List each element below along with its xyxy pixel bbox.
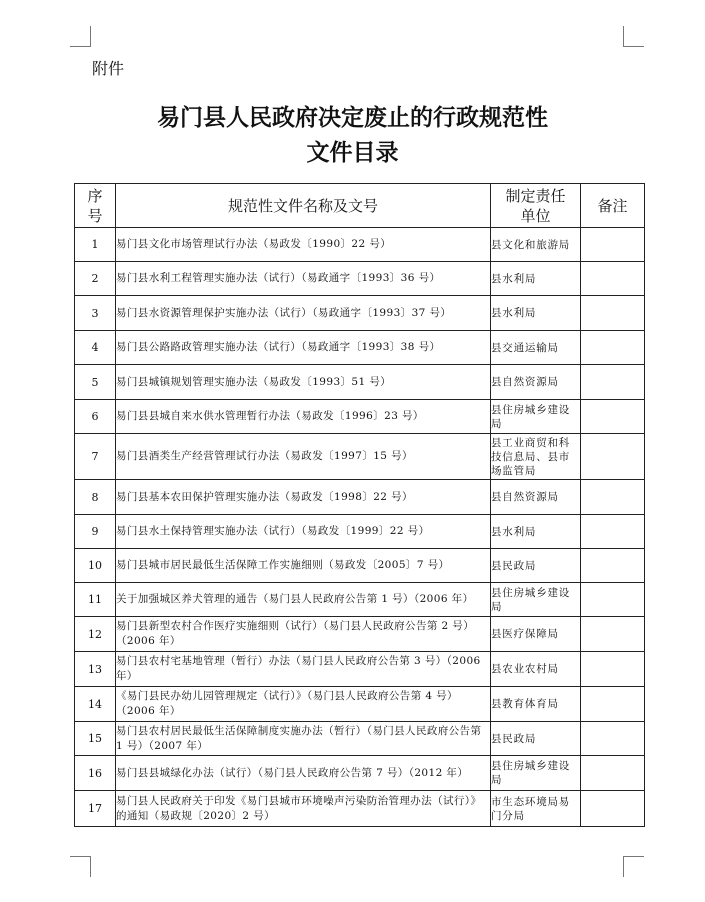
table-row [75, 434, 645, 480]
row-seq: 11 [75, 583, 116, 617]
row-note [581, 515, 645, 549]
row-unit: 县农业农村局 [491, 652, 581, 687]
row-doc-name: 易门县文化市场管理试行办法（易政发〔1990〕22 号） [116, 228, 491, 262]
header-name: 规范性文件名称及文号 [116, 184, 491, 228]
table-row [75, 228, 645, 262]
table-row [75, 296, 645, 331]
row-seq: 10 [75, 549, 116, 583]
row-seq: 13 [75, 652, 116, 687]
document-title-line2: 文件目录 [306, 139, 399, 166]
row-unit: 市生态环境局易门分局 [491, 791, 581, 827]
table-row [75, 262, 645, 296]
crop-mark-top-left [70, 26, 91, 47]
row-note [581, 722, 645, 756]
row-seq: 15 [75, 722, 116, 756]
row-unit: 县民政局 [491, 722, 581, 756]
row-note [581, 365, 645, 400]
document-table [74, 183, 645, 827]
header-seq: 序 号 [75, 184, 116, 228]
row-unit: 县交通运输局 [491, 331, 581, 365]
row-note [581, 262, 645, 296]
row-note [581, 434, 645, 480]
crop-mark-bottom-left [70, 856, 91, 877]
row-seq: 14 [75, 687, 116, 722]
row-doc-name: 易门县县城自来水供水管理暂行办法（易政发〔1996〕23 号） [116, 400, 491, 434]
row-note [581, 583, 645, 617]
row-unit: 县住房城乡建设局 [491, 583, 581, 617]
header-note: 备注 [581, 184, 645, 228]
table-row [75, 652, 645, 687]
row-unit: 县自然资源局 [491, 365, 581, 400]
row-note [581, 791, 645, 827]
row-doc-name: 关于加强城区养犬管理的通告（易门县人民政府公告第 1 号）（2006 年） [116, 583, 491, 617]
row-note [581, 687, 645, 722]
row-doc-name: 易门县基本农田保护管理实施办法（易政发〔1998〕22 号） [116, 480, 491, 515]
row-unit: 县自然资源局 [491, 480, 581, 515]
row-unit: 县水利局 [491, 296, 581, 331]
row-seq: 1 [75, 228, 116, 262]
row-doc-name: 易门县城市居民最低生活保障工作实施细则（易政发〔2005〕7 号） [116, 549, 491, 583]
row-doc-name: 易门县县城绿化办法（试行）（易门县人民政府公告第 7 号）（2012 年） [116, 756, 491, 791]
row-seq: 4 [75, 331, 116, 365]
row-unit: 县教育体育局 [491, 687, 581, 722]
row-doc-name: 易门县公路路政管理实施办法（试行）（易政通字〔1993〕38 号） [116, 331, 491, 365]
row-note [581, 400, 645, 434]
row-note [581, 549, 645, 583]
row-doc-name: 易门县新型农村合作医疗实施细则（试行）（易门县人民政府公告第 2 号）（2006 年） [116, 617, 491, 652]
row-note [581, 652, 645, 687]
row-doc-name: 易门县人民政府关于印发《易门县城市环境噪声污染防治管理办法（试行）》的通知（易政规〔2020〕2 号） [116, 791, 491, 827]
table-row [75, 617, 645, 652]
attachment-label: 附件 [92, 59, 125, 78]
row-unit: 县住房城乡建设局 [491, 756, 581, 791]
row-seq: 2 [75, 262, 116, 296]
table-row [75, 549, 645, 583]
row-seq: 7 [75, 434, 116, 480]
row-unit: 县水利局 [491, 262, 581, 296]
row-unit: 县医疗保障局 [491, 617, 581, 652]
table-row [75, 583, 645, 617]
row-unit: 县民政局 [491, 549, 581, 583]
table-row [75, 480, 645, 515]
row-doc-name: 易门县水利工程管理实施办法（试行）（易政通字〔1993〕36 号） [116, 262, 491, 296]
row-seq: 17 [75, 791, 116, 827]
row-unit: 县文化和旅游局 [491, 228, 581, 262]
row-doc-name: 易门县农村居民最低生活保障制度实施办法（暂行）（易门县人民政府公告第 1 号）（2007 年） [116, 722, 491, 756]
document-title-line1: 易门县人民政府决定废止的行政规范性 [157, 104, 548, 131]
row-seq: 9 [75, 515, 116, 549]
row-unit: 县住房城乡建设局 [491, 400, 581, 434]
row-doc-name: 《易门县民办幼儿园管理规定（试行）》（易门县人民政府公告第 4 号）（2006 年） [116, 687, 491, 722]
crop-mark-bottom-right [623, 856, 644, 877]
row-note [581, 228, 645, 262]
row-seq: 8 [75, 480, 116, 515]
row-seq: 3 [75, 296, 116, 331]
row-note [581, 617, 645, 652]
row-seq: 6 [75, 400, 116, 434]
table-row [75, 791, 645, 827]
row-doc-name: 易门县水土保持管理实施办法（试行）（易政发〔1999〕22 号） [116, 515, 491, 549]
header-unit: 制定责任 单位 [491, 184, 581, 228]
row-note [581, 756, 645, 791]
crop-mark-top-right [623, 26, 644, 47]
row-note [581, 331, 645, 365]
table-row [75, 365, 645, 400]
row-doc-name: 易门县农村宅基地管理（暂行）办法（易门县人民政府公告第 3 号）（2006 年） [116, 652, 491, 687]
table-row [75, 515, 645, 549]
row-note [581, 480, 645, 515]
row-note [581, 296, 645, 331]
row-doc-name: 易门县酒类生产经营管理试行办法（易政发〔1997〕15 号） [116, 434, 491, 480]
row-seq: 5 [75, 365, 116, 400]
row-seq: 16 [75, 756, 116, 791]
table-row [75, 756, 645, 791]
table-row [75, 687, 645, 722]
row-unit: 县工业商贸和科技信息局、县市场监管局 [491, 434, 581, 480]
row-unit: 县水利局 [491, 515, 581, 549]
row-doc-name: 易门县城镇规划管理实施办法（易政发〔1993〕51 号） [116, 365, 491, 400]
table-header-row [75, 184, 645, 228]
row-seq: 12 [75, 617, 116, 652]
table-row [75, 331, 645, 365]
table-row [75, 722, 645, 756]
table-row [75, 400, 645, 434]
row-doc-name: 易门县水资源管理保护实施办法（试行）（易政通字〔1993〕37 号） [116, 296, 491, 331]
